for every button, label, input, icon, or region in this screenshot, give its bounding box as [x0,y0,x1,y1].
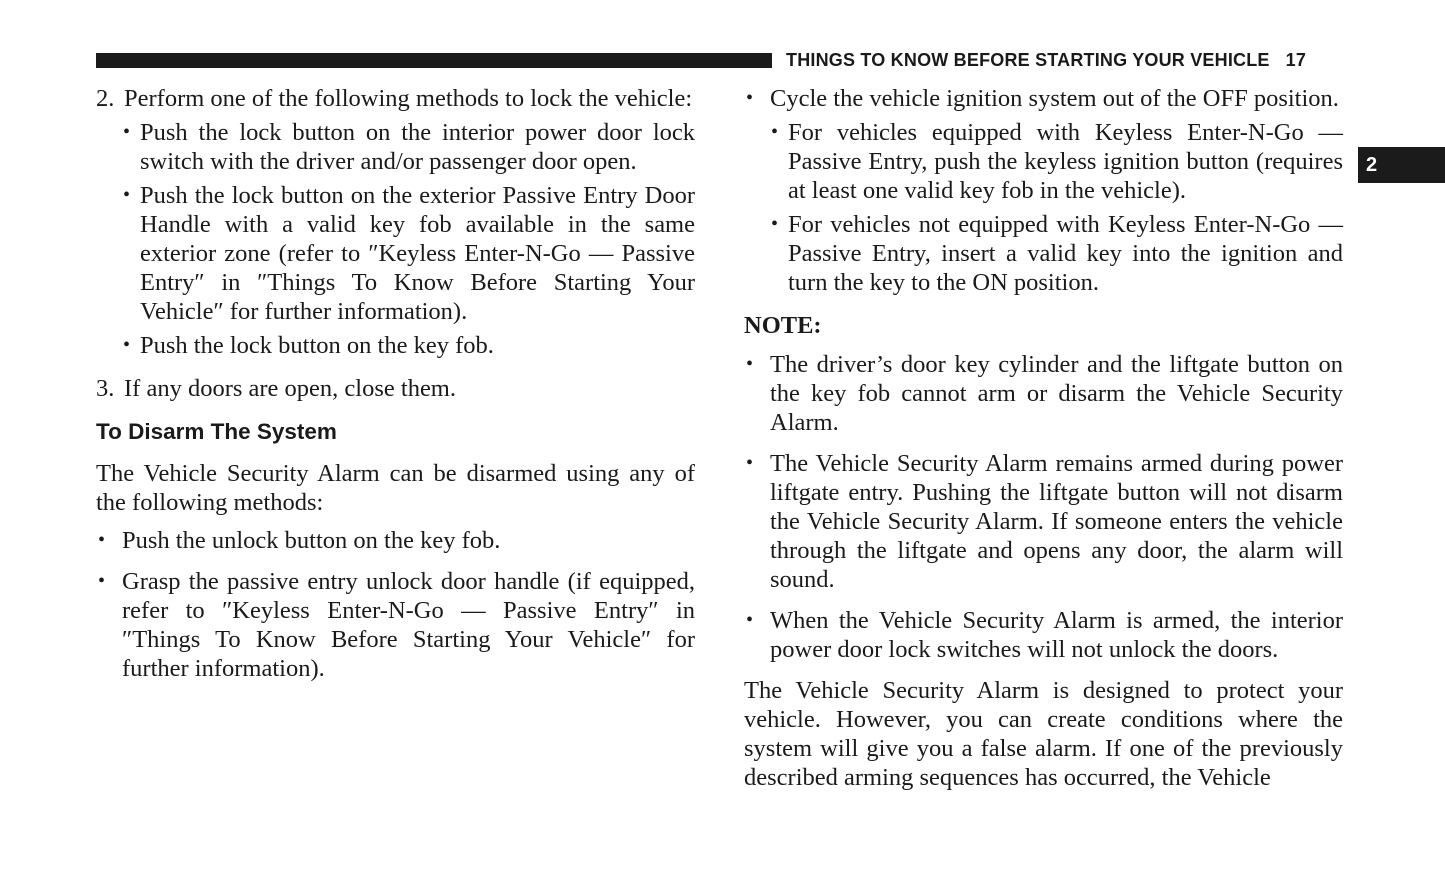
running-title: THINGS TO KNOW BEFORE STARTING YOUR VEHICLE [786,50,1270,70]
section-heading: To Disarm The System [96,419,337,444]
right-column [744,84,1343,792]
bullet-icon: • [771,213,779,235]
bullet-icon: • [123,121,131,143]
step-3-text: If any doors are open, close them. [124,375,456,402]
list-item: • Push the lock button on the exterior Passive Entry Door Handle with a valid key fob available in the same exterior zone (refer to ″Keyless Enter-N-Go — Passive Entry″ in ″Things To Know Before Starting Your Vehicle″ for further information). [123,182,695,325]
step-3-number: 3. [96,375,115,402]
page-number: 17 [1285,50,1307,70]
chapter-tab: 2 [1358,147,1445,183]
step-2-number: 2. [96,85,115,112]
bullet-icon: • [746,452,754,474]
bullet-icon: • [746,87,754,109]
list-item: • For vehicles equipped with Keyless Enter-N-Go — Passive Entry, push the keyless ignition button (requires at least one valid key fob in the vehicle). [771,119,1343,204]
list-item: • The Vehicle Security Alarm remains armed during power liftgate entry. Pushing the liftgate button will not disarm the Vehicle Security Alarm. If someone enters the vehicle through the liftgate and opens any door, the alarm will sound. [746,450,1343,593]
list-item: • Grasp the passive entry unlock door handle (if equipped, refer to ″Keyless Enter-N-Go — Passive Entry″ in ″Things To Know Before Starting Your Vehicle″ for further information). [98,568,695,682]
list-item: • For vehicles not equipped with Keyless Enter-N-Go — Passive Entry, insert a valid key into the ignition and turn the key to the ON position. [771,211,1343,296]
header-rule [96,53,772,68]
bullet-icon: • [98,529,106,551]
disarm-intro: The Vehicle Security Alarm can be disarmed using any of the following methods: [96,460,695,516]
bullet-icon: • [746,353,754,375]
list-item: • When the Vehicle Security Alarm is armed, the interior power door lock switches will not unlock the doors. [746,607,1343,663]
bullet-icon: • [746,609,754,631]
bullet-icon: • [98,570,106,592]
list-item: • Push the lock button on the interior power door lock switch with the driver and/or passenger door open. [123,119,695,175]
bullet-icon: • [771,121,779,143]
bullet-icon: • [123,184,131,206]
list-item: • The driver’s door key cylinder and the liftgate button on the key fob cannot arm or disarm the Vehicle Security Alarm. [746,351,1343,436]
list-item: • Cycle the vehicle ignition system out of the OFF position. [746,85,1339,112]
step-3 [96,374,695,403]
step-2 [96,84,695,113]
bullet-icon: • [123,334,131,356]
closing-paragraph: The Vehicle Security Alarm is designed to protect your vehicle. However, you can create conditions where the system will give you a false alarm. If one of the previously described arming sequences has occurred, the Vehicle [744,677,1343,791]
note-label: NOTE: [744,312,822,339]
left-column [96,84,695,683]
step-2-text: Perform one of the following methods to lock the vehicle: [124,85,693,112]
running-head [786,50,1306,71]
list-item: • Push the unlock button on the key fob. [98,527,501,554]
list-item: • Push the lock button on the key fob. [123,332,494,359]
